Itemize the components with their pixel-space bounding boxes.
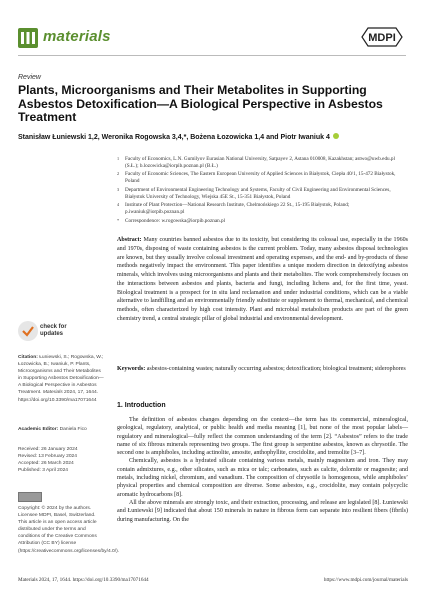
dates-block [18, 446, 104, 474]
affiliation-number: 3 [117, 186, 120, 192]
journal-name: materials [43, 28, 111, 45]
journal-logo-icon [18, 28, 38, 48]
abstract-label: Abstract: [117, 237, 142, 243]
check-for-updates-button[interactable] [18, 321, 78, 347]
published-date: Published: 3 April 2024 [18, 468, 69, 474]
check-updates-label: check for updates [40, 324, 67, 337]
affiliation-item [117, 156, 407, 169]
cc-by-license-icon[interactable] [18, 492, 42, 502]
affiliation-number: * [117, 217, 120, 223]
check-updates-icon [18, 321, 38, 341]
body-text [117, 416, 408, 524]
paragraph: The definition of asbestos changes depending on the context—the term has its commercial, mineralogical, geological, regulatory, analytical, or public health and media meaning [1], but none of the most popular labels—regulatory and mineralogical—fully reflect the common understanding of the term [2]. “Asbestos” refers to the trade name of six fibrous minerals representing two groups. The first group is serpentine asbestos, known as chrysotile. The second one is amphiboles, including actinolite, amosite, anthophyllite, crocidolite, and tremolite [3–7]. [117, 417, 408, 457]
author-names: Stanisław Łuniewski 1,2, Weronika Rogowska 3,4,*, Bożena Łozowicka 1,4 and Piotr Iwaniuk 4 [18, 134, 330, 141]
editor-block [18, 426, 104, 433]
keywords-label: Keywords: [117, 366, 146, 372]
license-block [18, 492, 120, 555]
mdpi-logo-text: MDPI [368, 32, 396, 44]
revised-date: Revised: 13 February 2024 [18, 454, 77, 460]
article-title: Plants, Microorganisms and Their Metabolites in Supporting Asbestos Detoxification—A Biological Perspective in Asbestos Treatment [18, 83, 383, 125]
keywords-text: asbestos-containing wastes; naturally occurring asbestos; detoxification; biological treatment; siderophores [146, 366, 406, 372]
affiliation-number: 4 [117, 202, 120, 208]
abstract-text: Many countries banned asbestos due to its toxicity, but considering its colossal use, especially in the 1960s and 1970s, disposing of waste containing asbestos is the current problem. Today, many asbestos disposal technologies are known, but they usually involve colossal investment and operating expenses, and the end- and by-products of these methods negatively impact the environment. This paper identifies a unique modern direction in detoxifying asbestos minerals, which involves using microorganisms and plants and their metabolites. The work comprehensively focuses on the interactions between asbestos and plants, bacteria and fungi, including lichens and, for the first time, yeast. Biological treatment is a prospect for in situ land reclamation and under industrial conditions, which can be a viable alternative to landfilling and an environmentally friendly substitute or supplement to thermal, mechanical, and chemical methods, often characterized by high cost intensity. Plant and microbial metabolism products are part of the green chemistry trend, a central strategic pillar of global industrial and environmental development. [117, 237, 408, 322]
paragraph: Chemically, asbestos is a hydrated silicate containing various metals, mainly magnesium and iron. They may contain admixtures, e.g., other silicates, such as mica or talc; carbonates, such as calcite, dolomite or magnesite; and metals, including nickel, chromium, and vanadium. The composition of chrysotile is homogenous, while amphiboles’ physical properties and chemical composition are diverse. Some asbestos, e.g., crocidolite, may contain polycyclic aromatic hydrocarbons [8]. [117, 458, 408, 498]
affiliation-item [117, 187, 407, 200]
keywords [117, 365, 408, 374]
editor-name: Daniela Fico [59, 427, 87, 432]
citation-block [18, 354, 104, 404]
accepted-date: Accepted: 26 March 2024 [18, 461, 74, 467]
affiliation-item [117, 171, 407, 184]
affiliation-text: Institute of Plant Protection—National Research Institute, Chelmońskiego 22 St., 15-195 Białystok, Poland; p.iwaniuk@iorpib.poznan.pl [125, 202, 350, 215]
article-type: Review [18, 74, 41, 81]
received-date: Received: 26 January 2024 [18, 447, 78, 452]
section-title: 1. Introduction [117, 402, 166, 409]
affiliation-number: 1 [117, 156, 120, 161]
citation-tail: 2024, 17, 1644. https://doi.org/10.3390/ma17071644 [18, 390, 99, 403]
citation-text: Łuniewski, S.; Rogowska, W.; Łozowicka, B.; Iwaniuk, P. Plants, Microorganisms and Their Metabolites in Supporting Asbestos Detoxification—A Biological Perspective in Asbestos Treatment. [18, 355, 104, 396]
author-list [18, 133, 408, 141]
footer-citation[interactable]: Materials 2024, 17, 1644. https://doi.org/10.3390/ma17071644 [18, 577, 149, 583]
copyright-text: Copyright: © 2024 by the authors. Licensee MDPI, Basel, Switzerland. This article is an open access article distributed under the terms and conditions of the Creative Commons Attribution (CC BY) license (https://creativecommons.org/licenses/by/4.0/). [18, 506, 120, 554]
footer-journal-url[interactable]: https://www.mdpi.com/journal/materials [323, 577, 408, 583]
affiliation-text: Department of Environmental Engineering Technology and Systems, Faculty of Civil Engineering and Environmental Sciences, Białystok University of Technology, Wiejska 45E St., 15-351 Białystok, Poland [125, 186, 391, 200]
mdpi-logo [360, 26, 404, 48]
orcid-icon[interactable] [333, 133, 339, 139]
page-footer [18, 577, 408, 583]
correspondence [117, 218, 407, 225]
paragraph: All the above minerals are strongly toxic, and their extraction, processing, and release are legislated [8]. Łuniewski and Łuniewski [9] indicated that about 150 minerals in nature in fibrous form can separate into resilient fibers (fibrils) during manufacturing. On the [117, 499, 408, 523]
affiliation-text: Faculty of Economic Sciences, The Eastern European University of Applied Sciences in Białystok, Ciepła 40/1, 15-472 Białystok, Poland [125, 171, 396, 185]
affiliation-text: Faculty of Economics, L.N. Gumilyov Eurasian National University, Satpayev 2, Astana 010008, Kazakhstan; astwo@uwb.edu.pl (S.Ł.); b.lozowicka@iorpib.poznan.pl (B.Ł.) [125, 156, 395, 169]
affiliations [117, 156, 407, 226]
header-divider [18, 55, 406, 56]
abstract [117, 236, 408, 324]
citation-journal: Materials [42, 390, 63, 396]
correspondence-text: Correspondence: w.rogowska@iorpib.poznan.pl [125, 217, 226, 224]
affiliation-number: 2 [117, 171, 120, 177]
affiliation-item [117, 202, 407, 215]
citation-label: Citation: [18, 355, 38, 360]
editor-label: Academic Editor: [18, 427, 59, 432]
